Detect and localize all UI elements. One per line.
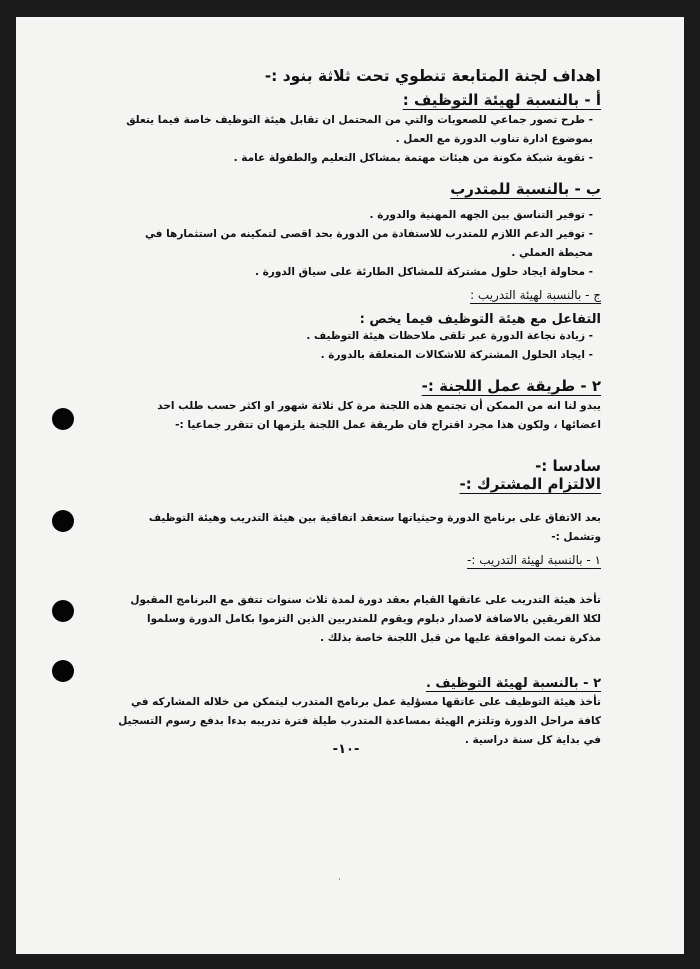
punch-hole: [52, 510, 74, 532]
section-b-item: - محاولة ايجاد حلول مشتركة للمشاكل الطارئة على سياق الدورة .: [254, 266, 593, 278]
punch-hole: [52, 600, 74, 622]
punch-hole: [52, 408, 74, 430]
section-b-item: - توفير التناسق بين الجهه المهنية والدورة .: [369, 209, 593, 221]
section-c-item: - زيادة نجاعة الدورة عبر تلقى ملاحظات هيئة التوظيف .: [306, 330, 593, 342]
scan-speck: ·: [338, 875, 341, 885]
section-a-item: - طرح تصور جماعي للصعوبات والتي من المحتمل ان تقابل هيئة التوظيف خاصة فيما يتعلق بموضوع ادارة تناوب الدورة مع العمل .: [126, 114, 593, 145]
section-2-heading: ٢ - طريقة عمل اللجنة :-: [421, 377, 601, 395]
section-6-intro: بعد الاتفاق على برنامج الدورة وحيثياتها ستعقد اتفاقية بين هيئة التدريب وهيئة التوظيف وتشمل :-: [148, 512, 601, 543]
section-a-item: - تقوية شبكة مكونة من هيئات مهتمة بمشاكل التعليم والطفولة عامة .: [233, 152, 593, 164]
section-6-heading: الالتزام المشترك :-: [459, 475, 601, 493]
section-2-text: يبدو لنا انه من الممكن أن تجتمع هذه اللجنة مرة كل ثلاثة شهور او اكثر حسب طلب احد اعضائها ، ولكون هذا مجرد اقتراح فان طريقة عمل اللجنة يلزمها ان تتقرر جماعيا :-: [157, 400, 601, 431]
section-6-label: سادسا :-: [535, 457, 601, 475]
section-c-item: - ايجاد الحلول المشتركة للاشكالات المتعلقة بالدورة .: [320, 349, 593, 361]
punch-hole: [52, 660, 74, 682]
page-number: -١٠-: [332, 742, 360, 757]
section-c-subheading: التفاعل مع هيئة التوظيف فيما يخص :: [359, 312, 601, 327]
document-page: [16, 17, 684, 954]
section-a-heading: أ - بالنسبة لهيئة التوظيف :: [402, 91, 601, 109]
sub2-text: تأخذ هيئة التوظيف على عاتقها مسؤلية عمل برنامج المتدرب ليتمكن من خلاله المشاركه في كافة مراحل الدورة وتلتزم الهيئة بمساعدة المتدرب طيلة فترة تدريبه بدءا بدفع رسوم التسجيل في بداية كل سنة دراسية .: [118, 696, 601, 746]
sub2-heading: ٢ - بالنسبة لهيئة التوظيف .: [425, 676, 601, 691]
sub1-text: تأخذ هيئة التدريب على عاتقها القيام بعقد دورة لمدة ثلاث سنوات تتفق مع البرنامج المقبول لكلا الفريقين بالاضافة لاصدار دبلوم ويقوم للمتدربين الذين التزموا بكامل الدورة وسلموا مذكرة تمت الموافقة عليها من قبل اللجنة خاصة بذلك .: [130, 594, 601, 644]
section-b-heading: ب - بالنسبة للمتدرب: [450, 180, 601, 198]
section-b-item: - توفير الدعم اللازم للمتدرب للاستفادة من الدورة بحد اقصى لتمكينه من استثمارها في محيطة العملي .: [144, 228, 593, 259]
document-title: اهداف لجنة المتابعة تنطوي تحت ثلاثة بنود :-: [264, 67, 601, 85]
document-body: [116, 67, 601, 750]
sub1-heading: ١ - بالنسبة لهيئة التدريب :-: [467, 553, 601, 567]
section-c-heading: ج - بالنسبة لهيئة التدريب :: [470, 288, 601, 302]
